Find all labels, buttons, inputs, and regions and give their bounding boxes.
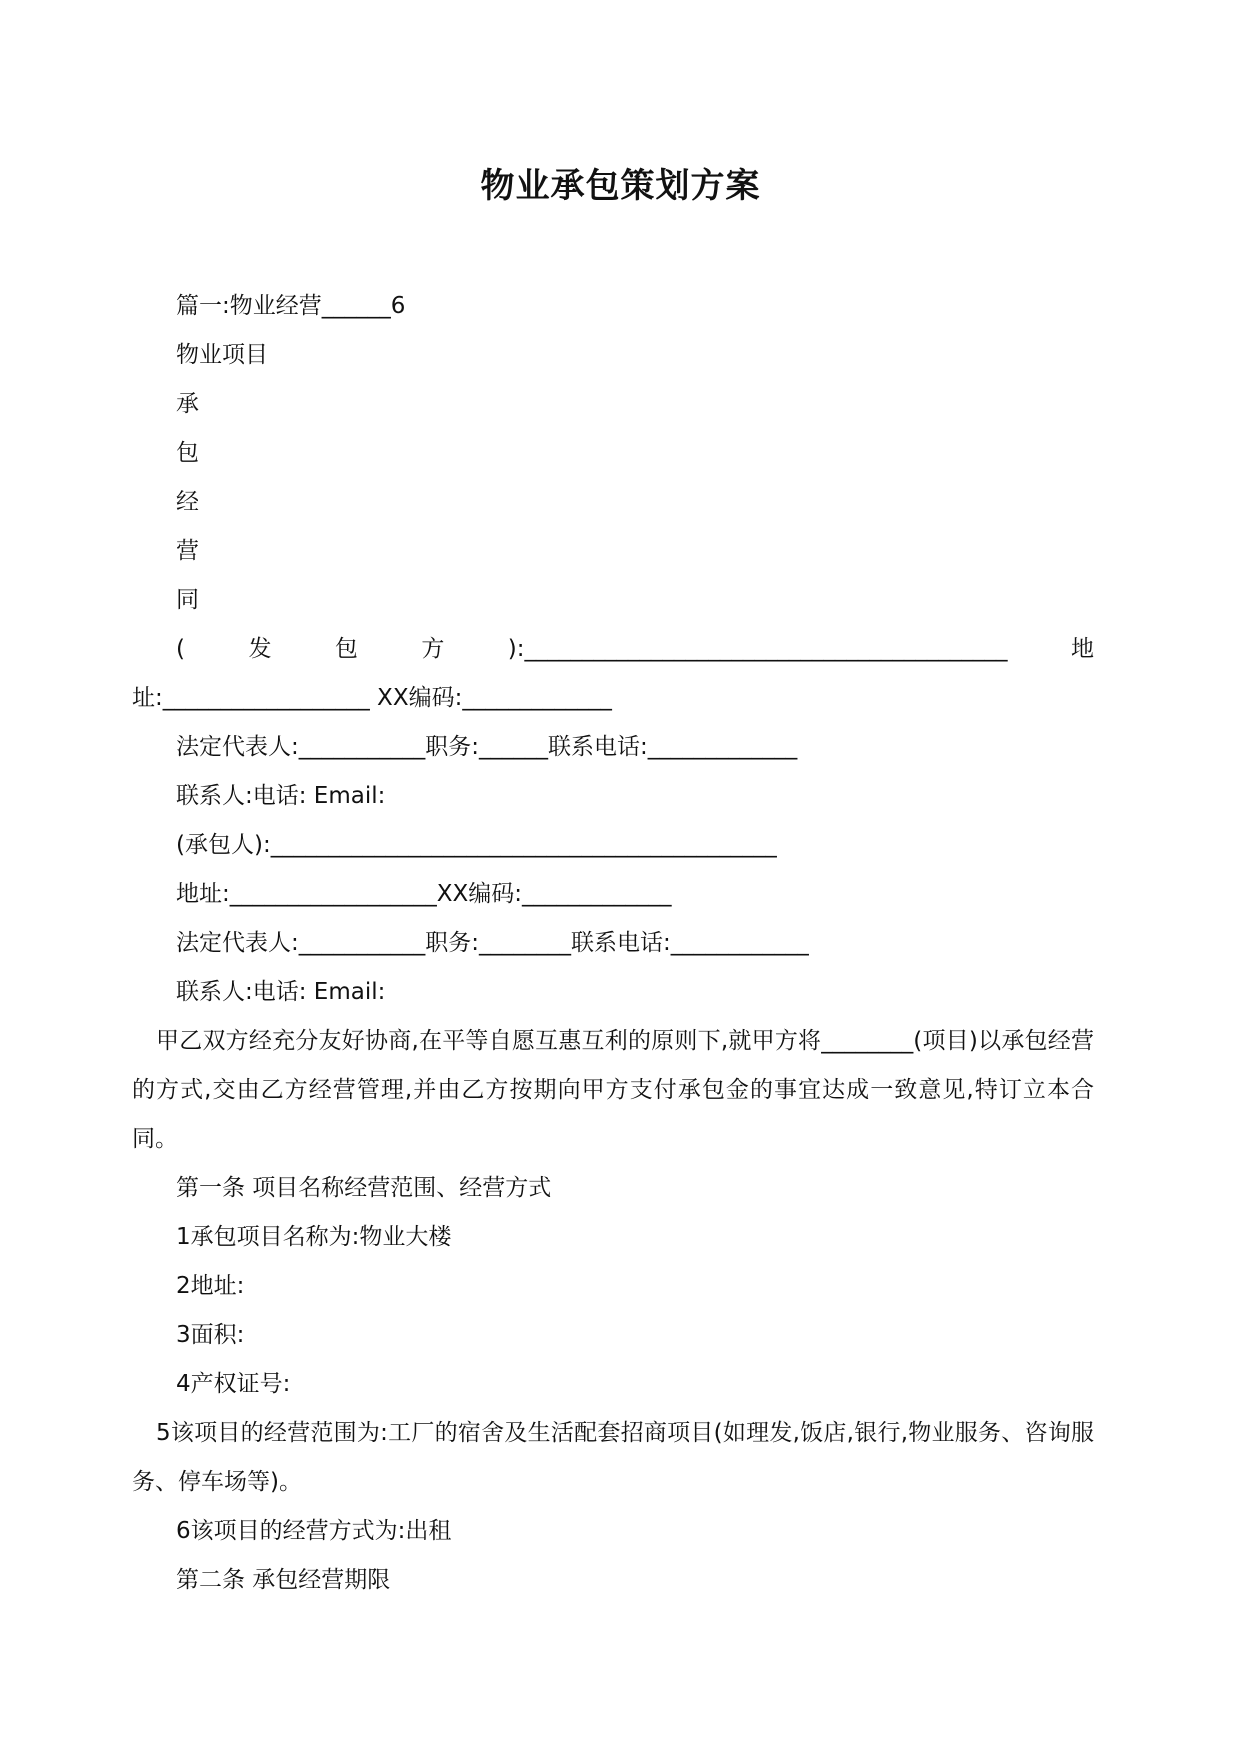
text-fragment: 发 [248, 636, 272, 662]
text-line: 址:__________________ XX编码:_____________ [132, 685, 612, 711]
text-line: 法定代表人:___________职务:________联系电话:____________ [176, 930, 809, 956]
text-line: 法定代表人:___________职务:______联系电话:_____________ [176, 734, 798, 760]
text-fragment: ):__________________________________________ [507, 636, 1008, 662]
text-line: 物业项目 [176, 342, 268, 368]
text-line: 经 [176, 489, 199, 515]
text-line: 地址:__________________XX编码:_____________ [176, 881, 672, 907]
text-line: 联系人:电话: Email: [176, 979, 386, 1005]
text-line: 包 [176, 440, 199, 466]
text-line: 承 [176, 391, 199, 417]
section-heading: 第二条 承包经营期限 [176, 1567, 391, 1593]
text-line: (承包人):____________________________________________ [176, 832, 777, 858]
text-line: 4产权证号: [176, 1371, 291, 1397]
text-fragment: ( [176, 636, 185, 662]
section-heading: 第一条 项目名称经营范围、经营方式 [176, 1175, 552, 1201]
contractor-party-line [152, 625, 1094, 674]
paragraph: 5该项目的经营范围为:工厂的宿舍及生活配套招商项目(如理发,饭店,银行,物业服务、咨询服务、停车场等)。 [132, 1420, 1094, 1495]
text-line: 6该项目的经营方式为:出租 [176, 1518, 452, 1544]
text-fragment: 包 [334, 636, 358, 662]
paragraph: 甲乙双方经充分友好协商,在平等自愿互惠互利的原则下,就甲方将________(项目)以承包经营的方式,交由乙方经营管理,并由乙方按期向甲方支付承包金的事宜达成一致意见,特订立本合同。 [132, 1028, 1094, 1152]
text-line: 2地址: [176, 1273, 245, 1299]
text-line: 篇一:物业经营______6 [176, 293, 406, 319]
text-fragment: 方 [421, 636, 445, 662]
text-line: 营 [176, 538, 199, 564]
document-body [132, 282, 1094, 1605]
document-title: 物业承包策划方案 [480, 166, 761, 206]
text-line: 1承包项目名称为:物业大楼 [176, 1224, 452, 1250]
text-line: 同 [176, 587, 199, 613]
text-line: 联系人:电话: Email: [176, 783, 386, 809]
text-fragment: 地 [1070, 636, 1094, 662]
text-line: 3面积: [176, 1322, 245, 1348]
